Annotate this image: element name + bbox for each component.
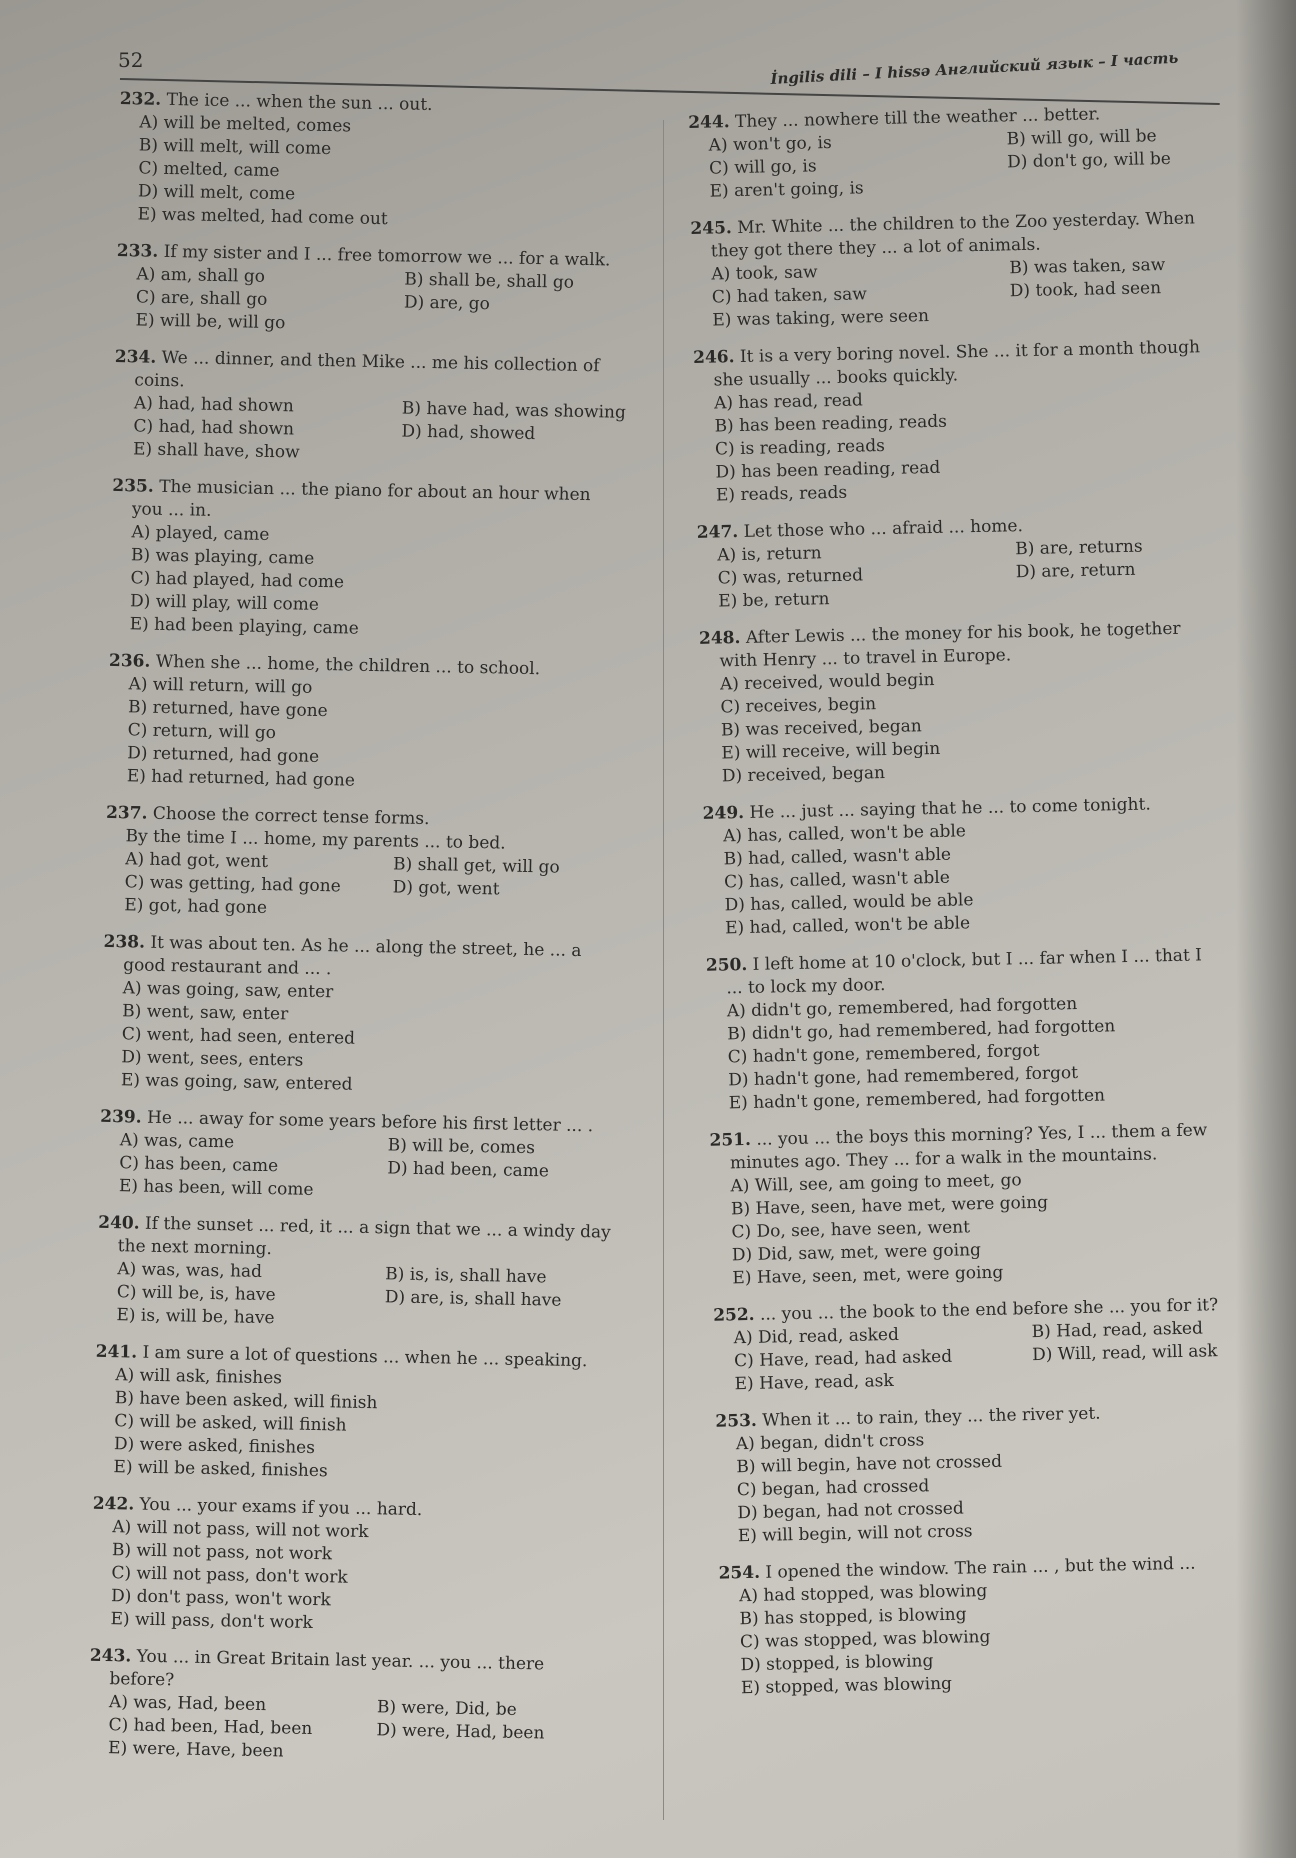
answer-option: A) won't go, is — [708, 132, 832, 156]
question-250 — [706, 942, 1296, 1116]
question-number: 247. — [696, 522, 739, 543]
question-text: If my sister and I ... free tomorrow we ... for a walk. — [163, 241, 611, 271]
question-text-continued: with Henry ... to travel in Europe. — [719, 645, 1012, 672]
answer-options — [101, 977, 643, 1102]
question-237 — [104, 802, 646, 927]
question-number: 233. — [116, 240, 159, 262]
answer-option: A) was, was, had — [117, 1259, 263, 1282]
answer-option: E) be, return — [718, 589, 830, 612]
answer-options — [710, 1163, 1296, 1291]
question-number: 232. — [119, 88, 162, 110]
question-text-continued: By the time I ... home, my parents ... to bed. — [125, 826, 506, 854]
answer-option: C) are, shall go — [135, 287, 268, 310]
answer-option: E) will pass, don't work — [110, 1609, 313, 1633]
answer-options — [703, 813, 1296, 941]
question-text-continued: before? — [109, 1669, 175, 1691]
answer-option: B) returned, have gone — [127, 697, 328, 722]
question-number: 234. — [114, 346, 157, 368]
answer-option: D) has, called, would be able — [724, 890, 974, 916]
question-247 — [697, 509, 1296, 614]
answer-options — [96, 1258, 637, 1337]
question-number: 252. — [713, 1304, 755, 1326]
answer-option: E) got, had gone — [124, 895, 268, 918]
answer-option: E) had returned, had gone — [126, 766, 356, 791]
answer-option: D) were, Had, been — [376, 1720, 545, 1744]
answer-option: B) are, returns — [1015, 536, 1143, 560]
answer-option: C) is reading, reads — [714, 435, 886, 460]
question-number: 237. — [105, 802, 148, 824]
question-number: 253. — [715, 1410, 758, 1432]
answer-option: A) had, had shown — [133, 393, 294, 417]
question-text: I am sure a lot of questions ... when he ... speaking. — [142, 1342, 588, 1372]
question-text-continued: ... to lock my door. — [726, 975, 886, 999]
answer-option: B) was taken, saw — [1009, 255, 1166, 279]
answer-option: B) has been reading, reads — [714, 411, 948, 437]
question-text: Mr. White ... the children to the Zoo yesterday. When — [737, 208, 1196, 238]
answer-option: D) will play, will come — [129, 591, 320, 615]
answer-option: C) Have, read, had asked — [733, 1346, 953, 1372]
answer-options — [113, 392, 654, 471]
answer-option: E) will be, will go — [135, 310, 286, 334]
answer-option: D) will melt, come — [137, 181, 296, 205]
answer-option: E) was taking, were seen — [712, 306, 930, 331]
answer-option: C) was stopped, was blowing — [739, 1627, 991, 1653]
question-number: 243. — [89, 1645, 132, 1667]
answer-option: B) had, called, wasn't able — [723, 844, 952, 870]
answer-options — [697, 532, 1296, 614]
question-number: 241. — [95, 1341, 138, 1363]
answer-option: C) went, had seen, entered — [121, 1024, 356, 1049]
answer-option: B) will not pass, not work — [111, 1540, 333, 1565]
question-239 — [99, 1106, 641, 1208]
answer-option: C) had taken, saw — [711, 284, 867, 308]
question-text: ... you ... the book to the end before she ... you for it? — [759, 1295, 1219, 1325]
question-254 — [718, 1550, 1296, 1701]
answer-option: E) Have, seen, met, were going — [732, 1262, 1004, 1289]
answer-option: A) had stopped, was blowing — [738, 1581, 988, 1607]
answer-option: D) got, went — [392, 877, 500, 900]
answer-option: A) Did, read, asked — [733, 1324, 900, 1349]
question-243 — [88, 1645, 630, 1770]
answer-option: E) shall have, show — [132, 439, 300, 463]
question-text: Choose the correct tense forms. — [152, 803, 430, 830]
question-233 — [115, 240, 657, 342]
question-text: The ice ... when the sun ... out. — [166, 89, 433, 116]
question-236 — [107, 650, 650, 798]
answer-option: B) was received, began — [720, 716, 922, 741]
answer-option: A) was, Had, been — [108, 1692, 267, 1716]
answer-option: B) was playing, came — [130, 545, 315, 569]
answer-option: E) is, will be, have — [116, 1305, 275, 1329]
question-251 — [709, 1117, 1296, 1291]
answer-option: A) played, came — [131, 522, 270, 545]
answer-option: C) Do, see, have seen, went — [731, 1217, 971, 1243]
question-text: When she ... home, the children ... to school. — [155, 651, 541, 680]
answer-option: A) took, saw — [711, 262, 818, 285]
answer-option: A) will be melted, comes — [139, 112, 352, 137]
question-text: He ... just ... saying that he ... to come tonight. — [749, 794, 1151, 823]
answer-options — [90, 1516, 632, 1641]
answer-option: C) had, had shown — [133, 416, 295, 440]
question-245 — [690, 205, 1292, 333]
running-header: İngilis dili – I hissə Английский язык – I часть — [770, 48, 1179, 88]
question-252 — [713, 1292, 1296, 1397]
answer-option: C) melted, came — [138, 158, 280, 182]
answer-option: C) will go, is — [708, 156, 817, 179]
question-text: We ... dinner, and then Mike ... me his collection of — [161, 347, 600, 377]
answer-option: C) will be asked, will finish — [114, 1411, 347, 1436]
question-text-continued: good restaurant and ... . — [122, 955, 332, 980]
answer-option: E) was going, saw, entered — [120, 1070, 353, 1095]
answer-options — [688, 122, 1289, 204]
answer-option: B) will melt, will come — [138, 135, 332, 160]
question-232 — [117, 88, 660, 236]
answer-option: A) will ask, finishes — [115, 1365, 283, 1389]
question-number: 239. — [100, 1106, 142, 1128]
answer-options — [109, 521, 651, 646]
question-text: The musician ... the piano for about an hour when — [158, 476, 591, 506]
question-text: You ... your exams if you ... hard. — [139, 1494, 423, 1521]
question-number: 240. — [98, 1212, 140, 1234]
question-text-continued: you ... in. — [131, 499, 212, 521]
question-text: Let those who ... afraid ... home. — [743, 516, 1024, 542]
answer-option: A) began, didn't cross — [735, 1430, 925, 1455]
answer-option: E) hadn't gone, remembered, had forgotten — [728, 1085, 1106, 1114]
question-244 — [688, 99, 1290, 204]
answer-option: C) return, will go — [127, 720, 277, 744]
question-number: 242. — [92, 1493, 135, 1515]
answer-option: D) are, return — [1015, 559, 1136, 583]
column-divider — [663, 120, 664, 1820]
answer-option: D) are, go — [403, 292, 491, 315]
answer-option: E) will receive, will begin — [721, 738, 941, 764]
question-text: He ... away for some years before his first letter ... . — [146, 1107, 594, 1137]
answer-option: D) received, began — [721, 763, 886, 787]
answer-option: A) will return, will go — [128, 674, 313, 698]
answer-option: A) received, would begin — [719, 669, 935, 695]
answer-option: B) have been asked, will finish — [114, 1388, 378, 1414]
answer-option: C) has, called, wasn't able — [723, 867, 951, 893]
answer-option: A) didn't go, remembered, had forgotten — [726, 994, 1078, 1022]
question-242 — [90, 1493, 633, 1641]
answer-options — [716, 1421, 1296, 1549]
answer-option: B) will go, will be — [1006, 126, 1157, 150]
answer-option: A) Will, see, am going to meet, go — [730, 1170, 1022, 1197]
answer-options — [88, 1691, 629, 1770]
answer-option: E) has been, will come — [118, 1176, 314, 1200]
answer-option: E) were, Have, been — [107, 1738, 284, 1762]
answer-option: B) Had, read, asked — [1031, 1318, 1204, 1343]
answer-options — [93, 1364, 635, 1489]
question-241 — [93, 1341, 636, 1489]
answer-option: D) stopped, is blowing — [740, 1651, 934, 1676]
answer-option: D) Will, read, will ask — [1031, 1341, 1218, 1366]
answer-option: A) has, called, won't be able — [722, 821, 967, 847]
answer-option: D) hadn't gone, had remembered, forgot — [728, 1063, 1079, 1091]
answer-option: B) shall be, shall go — [404, 269, 575, 293]
answer-options — [713, 1315, 1296, 1397]
question-text-continued: the next morning. — [117, 1236, 273, 1260]
answer-option: D) don't go, will be — [1006, 148, 1172, 173]
page-number: 52 — [118, 48, 144, 72]
answer-option: E) stopped, was blowing — [740, 1673, 953, 1699]
answer-option: D) are, is, shall have — [384, 1287, 562, 1311]
answer-option: A) had got, went — [125, 849, 269, 872]
answer-option: C) had played, had come — [130, 568, 345, 593]
right-column — [688, 99, 1296, 1714]
answer-options — [117, 111, 659, 236]
question-number: 244. — [688, 112, 730, 133]
answer-option: A) has read, read — [713, 390, 864, 414]
answer-option: E) aren't going, is — [709, 178, 864, 202]
question-text: It was about ten. As he ... along the street, he ... a — [150, 932, 582, 962]
answer-option: E) had been playing, came — [129, 614, 360, 639]
question-text: After Lewis ... the money for his book, he together — [745, 618, 1181, 648]
left-column — [88, 88, 660, 1784]
answer-option: C) will be, is, have — [116, 1282, 276, 1306]
question-text: It is a very boring novel. She ... it for a month though — [739, 337, 1201, 367]
answer-options — [99, 1129, 640, 1208]
answer-option: E) was melted, had come out — [137, 204, 388, 230]
answer-option: E) will begin, will not cross — [737, 1521, 973, 1547]
answer-option: D) began, had not crossed — [737, 1498, 964, 1524]
question-text: You ... in Great Britain last year. ... you ... there — [136, 1646, 545, 1675]
answer-option: A) am, shall go — [136, 264, 266, 287]
question-number: 251. — [709, 1129, 752, 1151]
question-text-continued: they got there they ... a lot of animals. — [710, 234, 1041, 262]
answer-option: D) don't pass, won't work — [110, 1586, 331, 1611]
question-number: 249. — [702, 802, 745, 824]
question-text-continued: minutes ago. They ... for a walk in the mountains. — [729, 1144, 1158, 1174]
answer-options — [691, 251, 1292, 333]
answer-option: E) had, called, won't be able — [724, 913, 971, 939]
question-238 — [101, 931, 644, 1102]
answer-option: A) was, came — [119, 1130, 235, 1153]
answer-option: C) has been, came — [119, 1153, 279, 1177]
answer-options — [719, 1573, 1296, 1701]
question-249 — [702, 790, 1296, 941]
answer-option: D) had been, came — [387, 1158, 550, 1182]
answer-options — [707, 988, 1296, 1116]
question-text: I opened the window. The rain ... , but the wind ... — [765, 1553, 1196, 1583]
answer-option: D) went, sees, enters — [121, 1047, 304, 1071]
question-248 — [699, 615, 1296, 789]
answer-option: E) will be asked, finishes — [113, 1457, 328, 1482]
answer-option: C) hadn't gone, remembered, forgot — [727, 1040, 1040, 1068]
answer-option: C) began, had crossed — [736, 1476, 930, 1501]
answer-option: D) were asked, finishes — [113, 1434, 316, 1458]
question-text: They ... nowhere till the weather ... better. — [734, 104, 1101, 133]
answer-option: B) will be, comes — [387, 1135, 536, 1159]
answer-options — [115, 263, 656, 342]
question-text: If the sunset ... red, it ... a sign that we ... a windy day — [144, 1213, 611, 1243]
answer-option: B) is, is, shall have — [385, 1264, 547, 1288]
question-number: 254. — [718, 1562, 761, 1584]
answer-option: C) was getting, had gone — [124, 872, 341, 897]
question-text-continued: she usually ... books quickly. — [713, 365, 959, 391]
question-number: 246. — [692, 347, 735, 368]
answer-option: B) didn't go, had remembered, had forgotten — [727, 1016, 1116, 1045]
answer-option: D) Did, saw, met, were going — [731, 1240, 982, 1266]
question-234 — [113, 346, 655, 471]
question-253 — [715, 1398, 1296, 1549]
answer-option: A) is, return — [717, 543, 822, 566]
answer-options — [694, 380, 1296, 508]
question-number: 245. — [690, 218, 733, 239]
answer-option: E) Have, read, ask — [734, 1370, 894, 1395]
answer-option: B) shall get, will go — [392, 854, 560, 878]
answer-option: B) have had, was showing — [401, 398, 627, 423]
question-240 — [96, 1212, 638, 1337]
question-246 — [693, 334, 1296, 508]
answer-option: C) was, returned — [717, 565, 864, 589]
answer-options — [700, 661, 1296, 789]
answer-option: C) had been, Had, been — [108, 1715, 313, 1739]
answer-option: B) has stopped, is blowing — [739, 1604, 967, 1630]
answer-option: A) was going, saw, enter — [122, 978, 334, 1003]
answer-option: C) receives, begin — [720, 694, 877, 718]
answer-option: A) will not pass, will not work — [112, 1517, 369, 1543]
answer-option: B) will begin, have not crossed — [736, 1451, 1003, 1478]
question-text: ... you ... the boys this morning? Yes, I ... them a few — [756, 1120, 1208, 1150]
question-number: 236. — [108, 650, 151, 672]
question-number: 235. — [112, 475, 154, 497]
answer-option: B) were, Did, be — [376, 1697, 517, 1720]
question-number: 238. — [103, 931, 146, 953]
answer-option: D) took, had seen — [1009, 278, 1162, 302]
answer-option: B) went, saw, enter — [122, 1001, 289, 1025]
question-number: 248. — [698, 628, 741, 649]
answer-option: D) has been reading, read — [715, 457, 941, 483]
answer-option: E) reads, reads — [715, 482, 848, 506]
answer-option: B) Have, seen, have met, were going — [730, 1192, 1049, 1220]
question-text-continued: coins. — [134, 370, 185, 392]
answer-option: D) had, showed — [401, 421, 536, 445]
answer-options — [104, 848, 645, 927]
question-text: When it ... to rain, they ... the river yet. — [762, 1403, 1101, 1431]
question-number: 250. — [705, 954, 748, 976]
answer-option: D) returned, had gone — [127, 743, 320, 767]
question-text: I left home at 10 o'clock, but I ... far when I ... that I — [752, 945, 1203, 975]
answer-options — [107, 673, 649, 798]
question-235 — [109, 475, 652, 646]
answer-option: C) will not pass, don't work — [111, 1563, 348, 1588]
